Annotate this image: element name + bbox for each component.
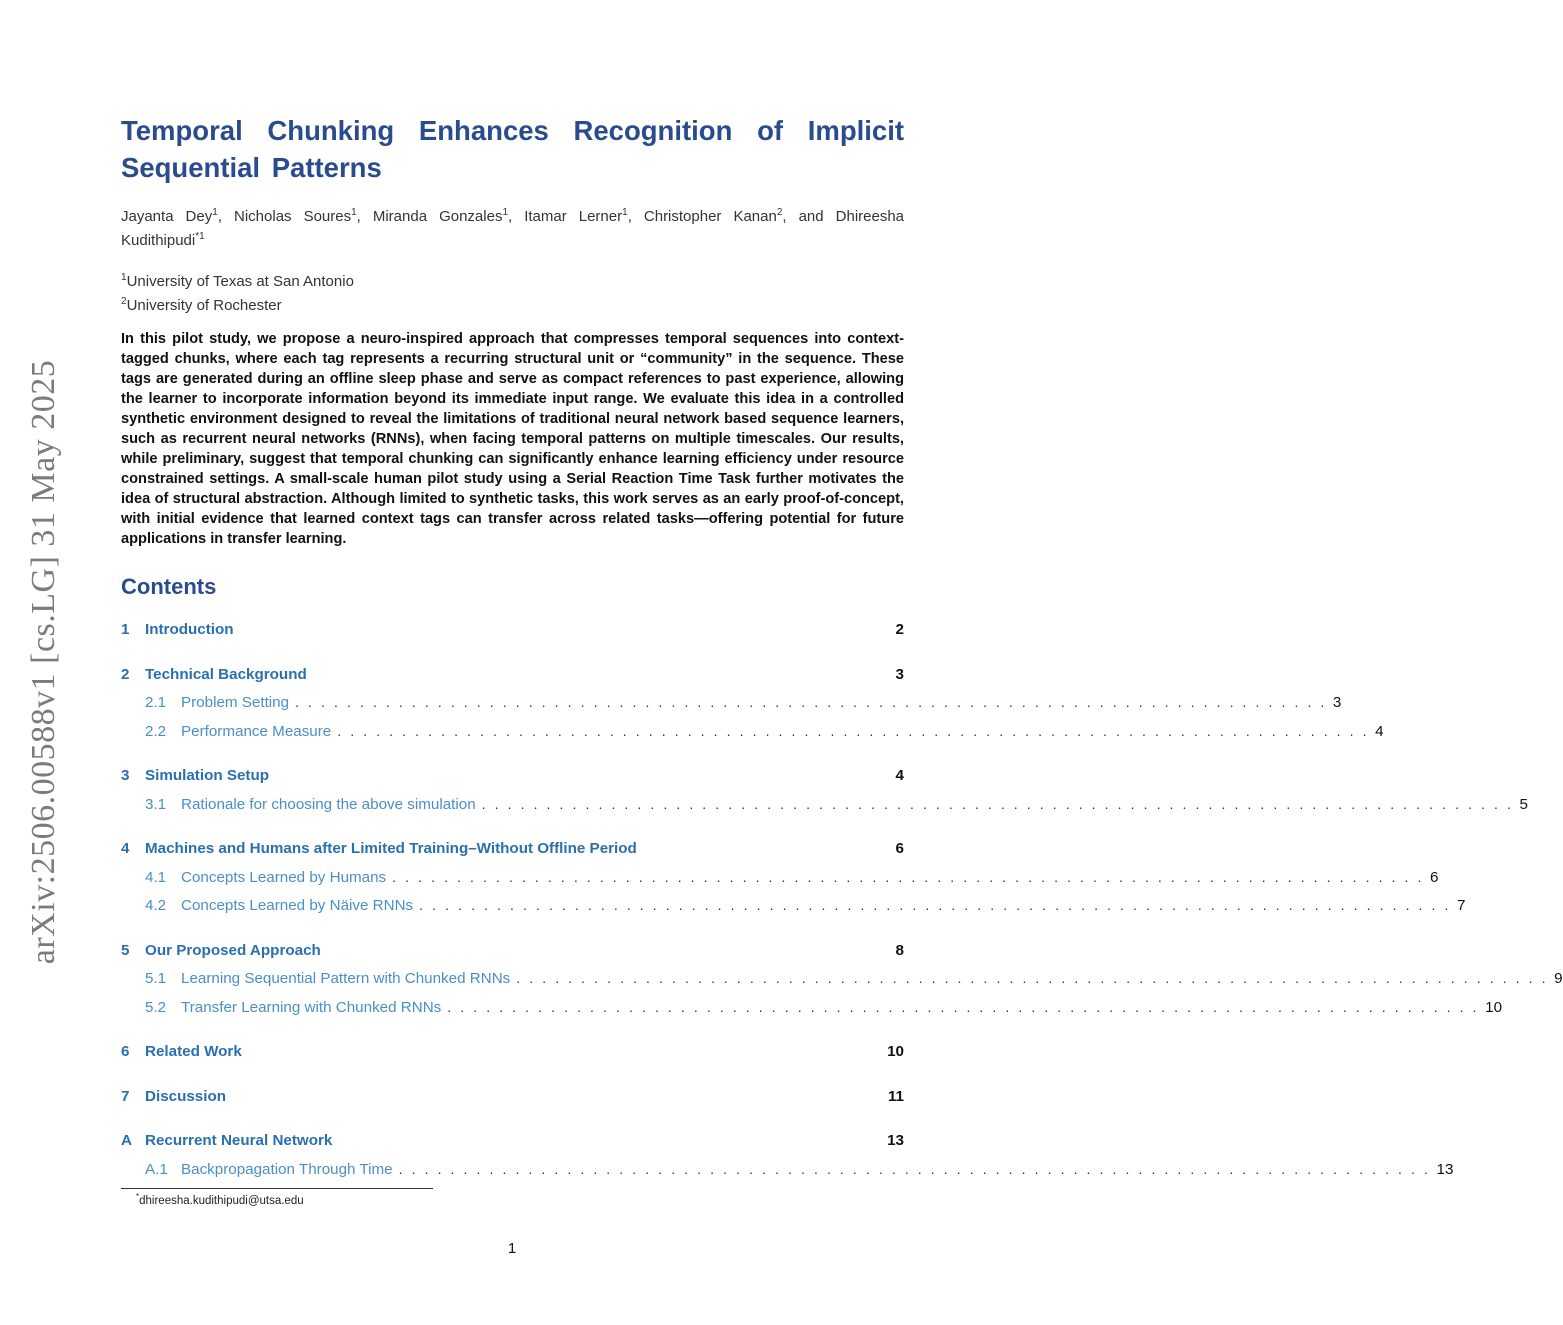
author-name: Itamar Lerner bbox=[524, 208, 623, 225]
toc-subentry[interactable] bbox=[121, 897, 1466, 926]
toc-entry-page[interactable]: 8 bbox=[895, 941, 904, 959]
author-name: Dhireesha Kudithipudi bbox=[121, 208, 905, 249]
toc-subentry[interactable] bbox=[121, 998, 1503, 1028]
toc-entry-number[interactable]: 6 bbox=[121, 1043, 130, 1060]
toc-subentry-link[interactable]: Transfer Learning with Chunked RNNs bbox=[181, 998, 442, 1016]
toc-section bbox=[121, 840, 1466, 926]
toc-entry-link[interactable]: Introduction bbox=[145, 621, 234, 638]
paper-title: Temporal Chunking Enhances Recognition of Implicit Sequential Patterns bbox=[121, 115, 904, 183]
affiliation-mark: 2 bbox=[121, 296, 127, 307]
toc-entry-link[interactable]: Technical Background bbox=[145, 665, 307, 683]
toc-subentry-number[interactable]: 4.1 bbox=[145, 868, 167, 886]
toc-leader-dots: . . . . . . . . . . . . . . . . . . . . . . . . . . . . . . . . . . . . . . . . . . . . . . . . . . . . . . . . . . . . . . . . . . . . . . . . . . . . . . . . bbox=[447, 998, 1480, 1015]
toc-entry[interactable] bbox=[121, 942, 904, 971]
author-name: Nicholas Soures bbox=[234, 208, 352, 225]
toc-section bbox=[121, 941, 1563, 1028]
author-separator: , bbox=[627, 208, 644, 225]
toc-subentry-number[interactable]: A.1 bbox=[145, 1160, 168, 1178]
toc-entry-number[interactable]: A bbox=[121, 1132, 132, 1149]
author-separator: , bbox=[508, 208, 525, 225]
footnote bbox=[136, 1192, 304, 1207]
arxiv-stamp: arXiv:2506.00588v1 [cs.LG] 31 May 2025 bbox=[25, 359, 62, 965]
toc-leader-dots: . . . . . . . . . . . . . . . . . . . . . . . . . . . . . . . . . . . . . . . . . . . . . . . . . . . . . . . . . . . . . . . . . . . . . . . . . . . . . . . . bbox=[337, 722, 1370, 739]
toc-subentry[interactable] bbox=[121, 722, 1384, 752]
toc-section bbox=[121, 1088, 904, 1117]
toc-section bbox=[121, 621, 904, 650]
toc-entry-link[interactable]: Related Work bbox=[145, 1043, 242, 1060]
author-name: Miranda Gonzales bbox=[372, 208, 503, 225]
affiliation bbox=[121, 292, 904, 316]
author-name: Christopher Kanan bbox=[643, 208, 777, 225]
toc-entry[interactable] bbox=[121, 840, 904, 869]
toc-section bbox=[121, 1043, 904, 1072]
toc-subentry-page[interactable]: 13 bbox=[1436, 1160, 1454, 1178]
affiliations bbox=[121, 268, 904, 316]
toc-entry-number[interactable]: 2 bbox=[121, 665, 130, 683]
toc-subentry-number[interactable]: 5.1 bbox=[145, 970, 167, 987]
author-affiliation-mark: 1 bbox=[212, 207, 218, 218]
toc-leader-dots: . . . . . . . . . . . . . . . . . . . . . . . . . . . . . . . . . . . . . . . . . . . . . . . . . . . . . . . . . . . . . . . . . . . . . . . . . . . . . . . . bbox=[419, 897, 1452, 913]
toc-entry[interactable] bbox=[121, 1043, 904, 1072]
toc-entry-link[interactable]: Discussion bbox=[145, 1087, 227, 1105]
author-separator: , bbox=[356, 208, 373, 225]
toc-subentry-page[interactable]: 5 bbox=[1519, 795, 1528, 813]
author-affiliation-mark: 2 bbox=[776, 207, 783, 218]
author-affiliation-mark: 1 bbox=[351, 207, 357, 218]
toc-section bbox=[121, 1132, 1454, 1189]
abstract: In this pilot study, we propose a neuro-inspired approach that compresses temporal sequences into context-tagged chunks, where each tag represents a recurring structural unit or “community” in the sequence. These tags are generated during an offline sleep phase and serve as compact references to past experience, allowing the learner to incorporate information beyond its immediate input range. We evaluate this idea in a controlled synthetic environment designed to reveal the limitations of traditional neural network based sequence learners, such as recurrent neural networks (RNNs), when facing temporal patterns on multiple timescales. Our results, while preliminary, suggest that temporal chunking can significantly enhance learning efficiency under resource constrained settings. A small-scale human pilot study using a Serial Reaction Time Task further motivates the idea of structural abstraction. Although limited to synthetic tasks, this work serves as an early proof-of-concept, with initial evidence that learned context tags can transfer across related tasks—offering potential for future applications in transfer learning. bbox=[121, 331, 904, 547]
toc-entry-page[interactable]: 3 bbox=[895, 665, 904, 683]
toc-entry-number[interactable]: 5 bbox=[121, 941, 130, 959]
toc-subentry-number[interactable]: 4.2 bbox=[145, 897, 167, 914]
toc-entry-link[interactable]: Recurrent Neural Network bbox=[145, 1132, 333, 1149]
toc-subentry[interactable] bbox=[121, 1160, 1454, 1190]
toc-subentry[interactable] bbox=[121, 694, 1342, 723]
footnote-mark: * bbox=[136, 1192, 140, 1201]
paper-page bbox=[121, 112, 1563, 1205]
toc-entry-number[interactable]: 4 bbox=[121, 840, 130, 857]
toc-entry-link[interactable]: Machines and Humans after Limited Training–Without Offline Period bbox=[145, 840, 637, 857]
toc-subentry-page[interactable]: 3 bbox=[1332, 694, 1342, 711]
toc-entry-page[interactable]: 10 bbox=[887, 1043, 904, 1060]
toc-subentry-page[interactable]: 9 bbox=[1554, 970, 1563, 987]
toc-entry-number[interactable]: 1 bbox=[121, 621, 130, 638]
toc-subentry[interactable] bbox=[121, 970, 1563, 999]
toc-entry[interactable] bbox=[121, 1088, 904, 1117]
toc-entry-page[interactable]: 13 bbox=[887, 1132, 904, 1149]
toc-entry[interactable] bbox=[121, 621, 904, 650]
toc-subentry-link[interactable]: Performance Measure bbox=[181, 722, 332, 740]
toc-subentry[interactable] bbox=[121, 868, 1439, 898]
toc-subentry-link[interactable]: Problem Setting bbox=[181, 694, 290, 711]
toc-entry[interactable] bbox=[121, 1132, 904, 1161]
toc-subentry-page[interactable]: 4 bbox=[1375, 722, 1384, 740]
toc-subentry[interactable] bbox=[121, 795, 1528, 825]
toc-subentry-link[interactable]: Learning Sequential Pattern with Chunked RNNs bbox=[181, 970, 511, 987]
toc-entry-page[interactable]: 6 bbox=[895, 840, 904, 857]
toc-leader-dots: . . . . . . . . . . . . . . . . . . . . . . . . . . . . . . . . . . . . . . . . . . . . . . . . . . . . . . . . . . . . . . . . . . . . . . . . . . . . . . . . bbox=[516, 970, 1549, 986]
toc-subentry-number[interactable]: 5.2 bbox=[145, 998, 167, 1016]
author-affiliation-mark: *1 bbox=[195, 231, 205, 242]
toc-entry-page[interactable]: 11 bbox=[887, 1087, 904, 1105]
toc-entry[interactable] bbox=[121, 767, 904, 796]
toc-subentry-page[interactable]: 7 bbox=[1457, 897, 1466, 914]
affiliation-mark: 1 bbox=[121, 272, 127, 283]
toc-subentry-link[interactable]: Concepts Learned by Humans bbox=[181, 868, 387, 886]
toc-leader-dots: . . . . . . . . . . . . . . . . . . . . . . . . . . . . . . . . . . . . . . . . . . . . . . . . . . . . . . . . . . . . . . . . . . . . . . . . . . . . . . . . bbox=[481, 795, 1514, 812]
toc-subentry-link[interactable]: Backpropagation Through Time bbox=[181, 1160, 393, 1178]
table-of-contents bbox=[121, 621, 1563, 1189]
footnote-divider bbox=[121, 1188, 433, 1189]
toc-entry-link[interactable]: Simulation Setup bbox=[145, 767, 270, 784]
author-separator: , bbox=[782, 208, 799, 225]
toc-subentry-page[interactable]: 6 bbox=[1430, 868, 1439, 886]
toc-subentry-page[interactable]: 10 bbox=[1485, 998, 1503, 1016]
toc-entry-number[interactable]: 3 bbox=[121, 767, 130, 784]
author-affiliation-mark: 1 bbox=[622, 207, 628, 218]
affiliation-name: University of Rochester bbox=[126, 297, 282, 314]
toc-section bbox=[121, 767, 1528, 824]
toc-entry-number[interactable]: 7 bbox=[121, 1087, 130, 1105]
author-name: Jayanta Dey bbox=[121, 208, 213, 225]
contents-heading: Contents bbox=[121, 574, 217, 599]
toc-subentry-number[interactable]: 2.1 bbox=[145, 694, 167, 711]
toc-subentry-number[interactable]: 2.2 bbox=[145, 722, 167, 740]
toc-leader-dots: . . . . . . . . . . . . . . . . . . . . . . . . . . . . . . . . . . . . . . . . . . . . . . . . . . . . . . . . . . . . . . . . . . . . . . . . . . . . . . . . bbox=[392, 868, 1425, 885]
affiliation bbox=[121, 268, 904, 292]
author-separator: , bbox=[217, 208, 235, 225]
toc-leader-dots: . . . . . . . . . . . . . . . . . . . . . . . . . . . . . . . . . . . . . . . . . . . . . . . . . . . . . . . . . . . . . . . . . . . . . . . . . . . . . . . . bbox=[295, 694, 1327, 710]
toc-leader-dots: . . . . . . . . . . . . . . . . . . . . . . . . . . . . . . . . . . . . . . . . . . . . . . . . . . . . . . . . . . . . . . . . . . . . . . . . . . . . . . . . bbox=[398, 1160, 1431, 1177]
author-affiliation-mark: 1 bbox=[502, 207, 509, 218]
footnote-email: dhireesha.kudithipudi@utsa.edu bbox=[139, 1194, 304, 1207]
toc-entry[interactable] bbox=[121, 666, 904, 695]
toc-section bbox=[121, 665, 1384, 752]
toc-entry-page[interactable]: 4 bbox=[895, 767, 904, 784]
author-list bbox=[121, 203, 904, 251]
toc-entry-link[interactable]: Our Proposed Approach bbox=[145, 941, 321, 959]
author-conjunction: and bbox=[798, 208, 824, 225]
toc-subentry-number[interactable]: 3.1 bbox=[145, 795, 167, 813]
toc-subentry-link[interactable]: Rationale for choosing the above simulation bbox=[181, 795, 476, 813]
affiliation-name: University of Texas at San Antonio bbox=[126, 273, 354, 290]
page-number: 1 bbox=[507, 1240, 517, 1257]
toc-subentry-link[interactable]: Concepts Learned by Näive RNNs bbox=[181, 897, 414, 914]
toc-entry-page[interactable]: 2 bbox=[895, 621, 904, 638]
